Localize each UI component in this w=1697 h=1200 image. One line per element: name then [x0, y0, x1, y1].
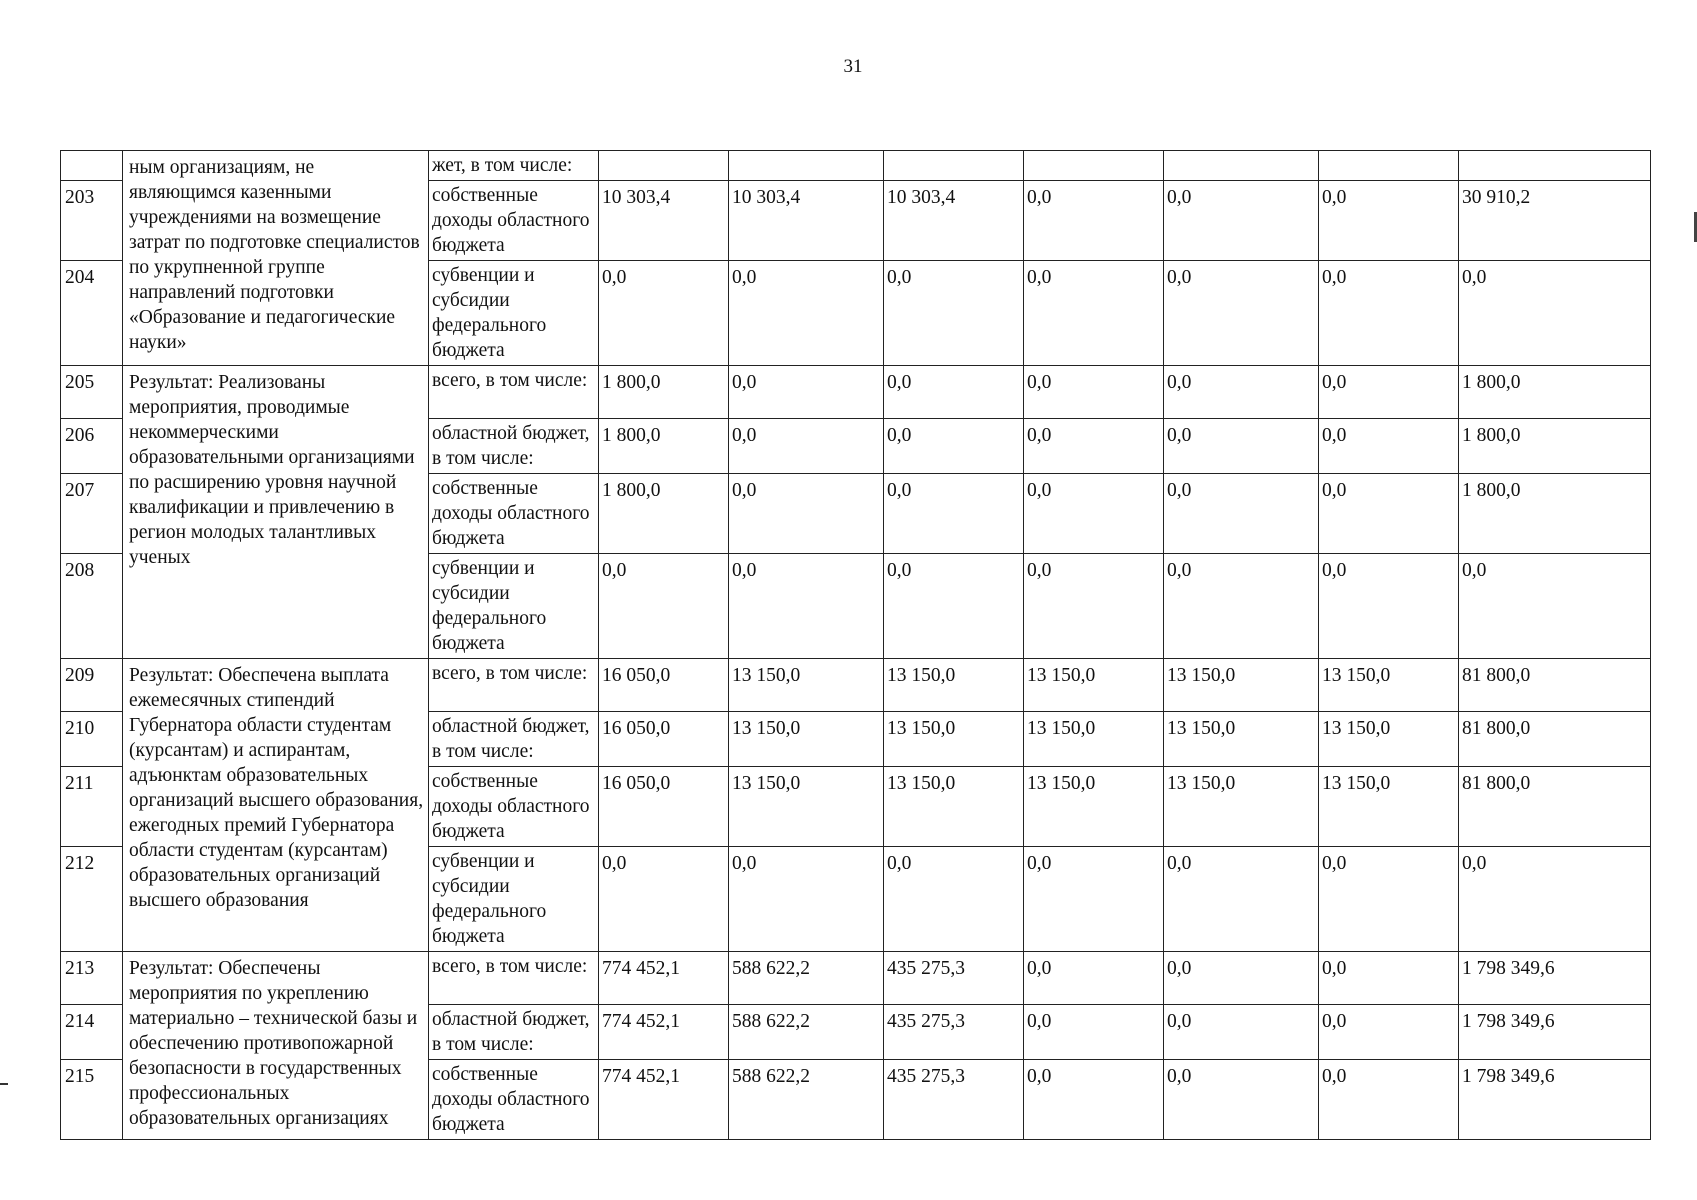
year-value-cell: 774 452,1 [599, 1060, 729, 1140]
year-value-cell: 0,0 [884, 419, 1024, 474]
result-description-cell: Результат: Обеспечена выплата ежемесячных стипендий Губернатора области студентам (курсантам) и аспирантам, адъюнктам образовательных организаций высшего образования, ежегодных премий Губернатора области студентам (курсантам) образовательных организаций высшего образования [123, 659, 429, 952]
year-value-cell: 1 800,0 [599, 474, 729, 554]
year-value-cell: 588 622,2 [729, 952, 884, 1005]
year-value-cell: 13 150,0 [1319, 767, 1459, 847]
table-row [61, 151, 1651, 181]
year-value-cell: 0,0 [1024, 952, 1164, 1005]
year-value-cell: 0,0 [599, 554, 729, 659]
year-value-cell [729, 151, 884, 181]
row-number-cell: 210 [61, 712, 123, 767]
table-row [61, 366, 1651, 419]
year-value-cell: 13 150,0 [1024, 659, 1164, 712]
year-value-cell: 0,0 [1319, 419, 1459, 474]
year-value-cell: 13 150,0 [1164, 767, 1319, 847]
table-row [61, 952, 1651, 1005]
year-value-cell: 0,0 [1164, 952, 1319, 1005]
year-value-cell: 0,0 [1319, 554, 1459, 659]
year-value-cell: 0,0 [1024, 261, 1164, 366]
year-value-cell: 0,0 [1024, 1060, 1164, 1140]
row-number-cell: 212 [61, 847, 123, 952]
year-value-cell: 0,0 [729, 847, 884, 952]
year-value-cell: 0,0 [884, 554, 1024, 659]
result-description-cell: Результат: Реализованы мероприятия, проводимые некоммерческими образовательными организациями по расширению уровня научной квалификации и привлечению в регион молодых талантливых ученых [123, 366, 429, 659]
total-value-cell: 81 800,0 [1459, 767, 1651, 847]
year-value-cell: 0,0 [1024, 419, 1164, 474]
funding-source-cell: всего, в том числе: [429, 366, 599, 419]
year-value-cell: 16 050,0 [599, 767, 729, 847]
funding-source-cell: жет, в том числе: [429, 151, 599, 181]
scan-artifact-left [0, 1083, 8, 1085]
year-value-cell: 774 452,1 [599, 1005, 729, 1060]
year-value-cell: 435 275,3 [884, 1060, 1024, 1140]
year-value-cell: 0,0 [1319, 952, 1459, 1005]
total-value-cell: 1 800,0 [1459, 419, 1651, 474]
total-value-cell: 1 800,0 [1459, 474, 1651, 554]
year-value-cell: 0,0 [1164, 474, 1319, 554]
total-value-cell: 0,0 [1459, 847, 1651, 952]
row-number-cell: 208 [61, 554, 123, 659]
funding-source-cell: субвенции и субсидии федерального бюджета [429, 554, 599, 659]
year-value-cell: 0,0 [1164, 847, 1319, 952]
funding-source-cell: собственные доходы областного бюджета [429, 474, 599, 554]
total-value-cell: 30 910,2 [1459, 181, 1651, 261]
row-number-cell: 207 [61, 474, 123, 554]
year-value-cell: 0,0 [884, 261, 1024, 366]
row-number-cell: 211 [61, 767, 123, 847]
funding-source-cell: собственные доходы областного бюджета [429, 767, 599, 847]
year-value-cell: 13 150,0 [729, 712, 884, 767]
funding-source-cell: областной бюджет, в том числе: [429, 712, 599, 767]
total-value-cell: 1 798 349,6 [1459, 1060, 1651, 1140]
year-value-cell: 0,0 [1024, 1005, 1164, 1060]
year-value-cell: 0,0 [1164, 1005, 1319, 1060]
row-number-cell [61, 151, 123, 181]
year-value-cell: 0,0 [884, 474, 1024, 554]
year-value-cell: 435 275,3 [884, 1005, 1024, 1060]
year-value-cell: 0,0 [729, 474, 884, 554]
row-number-cell: 215 [61, 1060, 123, 1140]
year-value-cell: 13 150,0 [1024, 712, 1164, 767]
year-value-cell: 10 303,4 [599, 181, 729, 261]
year-value-cell: 0,0 [1024, 474, 1164, 554]
row-number-cell: 213 [61, 952, 123, 1005]
year-value-cell: 0,0 [599, 261, 729, 366]
result-description-cell: Результат: Обеспечены мероприятия по укреплению материально – технической базы и обеспечению противопожарной безопасности в государственных профессиональных образовательных организациях [123, 952, 429, 1140]
year-value-cell: 16 050,0 [599, 712, 729, 767]
year-value-cell [1319, 151, 1459, 181]
year-value-cell: 13 150,0 [1319, 712, 1459, 767]
year-value-cell: 0,0 [884, 366, 1024, 419]
year-value-cell: 13 150,0 [1024, 767, 1164, 847]
year-value-cell: 0,0 [1164, 366, 1319, 419]
year-value-cell: 0,0 [1319, 474, 1459, 554]
funding-source-cell: всего, в том числе: [429, 659, 599, 712]
row-number-cell: 209 [61, 659, 123, 712]
year-value-cell: 0,0 [1024, 554, 1164, 659]
year-value-cell: 10 303,4 [884, 181, 1024, 261]
year-value-cell: 0,0 [1024, 181, 1164, 261]
budget-table [60, 150, 1651, 1140]
funding-source-cell: областной бюджет, в том числе: [429, 1005, 599, 1060]
row-number-cell: 205 [61, 366, 123, 419]
result-description-cell: ным организациям, не являющимся казенными учреждениями на возмещение затрат по подготовке специалистов по укрупненной группе направлений подготовки «Образование и педагогические науки» [123, 151, 429, 366]
year-value-cell: 0,0 [1319, 181, 1459, 261]
year-value-cell: 1 800,0 [599, 419, 729, 474]
funding-source-cell: субвенции и субсидии федерального бюджета [429, 261, 599, 366]
year-value-cell: 13 150,0 [884, 767, 1024, 847]
year-value-cell: 0,0 [1319, 366, 1459, 419]
year-value-cell: 13 150,0 [1164, 659, 1319, 712]
row-number-cell: 214 [61, 1005, 123, 1060]
year-value-cell: 588 622,2 [729, 1060, 884, 1140]
funding-source-cell: собственные доходы областного бюджета [429, 181, 599, 261]
year-value-cell: 0,0 [1164, 419, 1319, 474]
year-value-cell: 0,0 [729, 261, 884, 366]
year-value-cell: 774 452,1 [599, 952, 729, 1005]
year-value-cell: 0,0 [884, 847, 1024, 952]
year-value-cell: 13 150,0 [884, 659, 1024, 712]
year-value-cell: 13 150,0 [1164, 712, 1319, 767]
year-value-cell: 10 303,4 [729, 181, 884, 261]
year-value-cell: 0,0 [1024, 366, 1164, 419]
year-value-cell [884, 151, 1024, 181]
total-value-cell: 0,0 [1459, 261, 1651, 366]
year-value-cell: 16 050,0 [599, 659, 729, 712]
year-value-cell [599, 151, 729, 181]
year-value-cell: 588 622,2 [729, 1005, 884, 1060]
total-value-cell: 81 800,0 [1459, 712, 1651, 767]
year-value-cell: 1 800,0 [599, 366, 729, 419]
row-number-cell: 206 [61, 419, 123, 474]
year-value-cell: 13 150,0 [884, 712, 1024, 767]
year-value-cell [1024, 151, 1164, 181]
year-value-cell: 0,0 [1164, 181, 1319, 261]
total-value-cell: 1 798 349,6 [1459, 1005, 1651, 1060]
funding-source-cell: областной бюджет, в том числе: [429, 419, 599, 474]
total-value-cell: 1 800,0 [1459, 366, 1651, 419]
year-value-cell: 0,0 [729, 554, 884, 659]
row-number-cell: 203 [61, 181, 123, 261]
total-value-cell: 81 800,0 [1459, 659, 1651, 712]
funding-source-cell: собственные доходы областного бюджета [429, 1060, 599, 1140]
year-value-cell: 0,0 [1024, 847, 1164, 952]
year-value-cell: 0,0 [1164, 1060, 1319, 1140]
year-value-cell: 0,0 [729, 419, 884, 474]
year-value-cell: 435 275,3 [884, 952, 1024, 1005]
funding-source-cell: всего, в том числе: [429, 952, 599, 1005]
row-number-cell: 204 [61, 261, 123, 366]
year-value-cell: 0,0 [1319, 1060, 1459, 1140]
table-row [61, 659, 1651, 712]
year-value-cell: 0,0 [1319, 1005, 1459, 1060]
year-value-cell: 13 150,0 [729, 767, 884, 847]
year-value-cell: 0,0 [1164, 554, 1319, 659]
year-value-cell: 0,0 [729, 366, 884, 419]
total-value-cell: 0,0 [1459, 554, 1651, 659]
page-number: 31 [843, 56, 863, 77]
year-value-cell: 13 150,0 [1319, 659, 1459, 712]
year-value-cell: 0,0 [1164, 261, 1319, 366]
year-value-cell [1164, 151, 1319, 181]
total-value-cell: 1 798 349,6 [1459, 952, 1651, 1005]
funding-source-cell: субвенции и субсидии федерального бюджета [429, 847, 599, 952]
year-value-cell: 0,0 [599, 847, 729, 952]
year-value-cell: 13 150,0 [729, 659, 884, 712]
total-value-cell [1459, 151, 1651, 181]
year-value-cell: 0,0 [1319, 847, 1459, 952]
year-value-cell: 0,0 [1319, 261, 1459, 366]
